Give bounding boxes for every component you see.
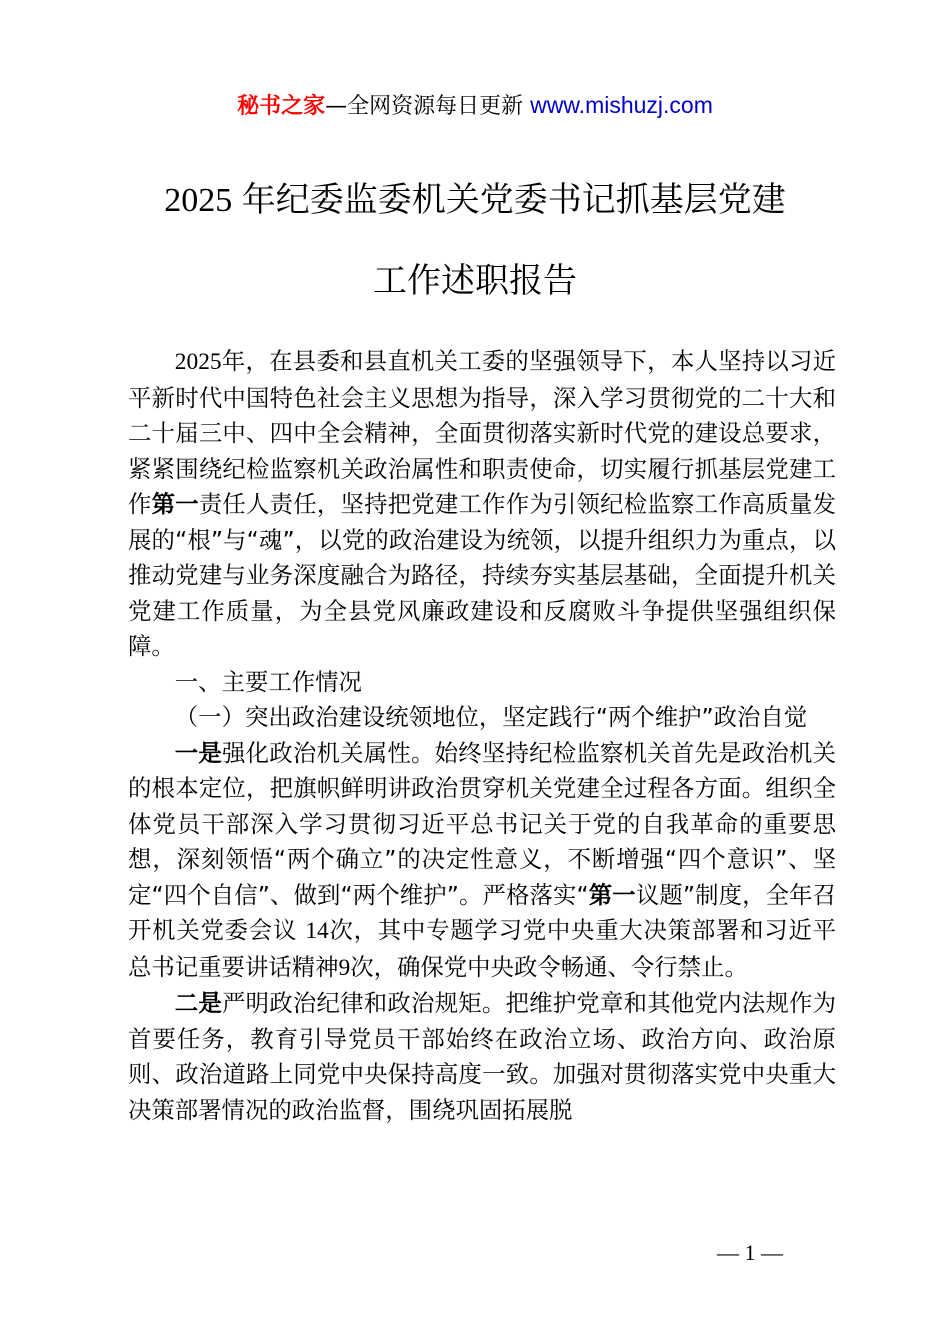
site-url-link[interactable]: www.mishuzj.com: [530, 92, 713, 118]
meeting-count: 14: [305, 918, 329, 944]
point-2-lead: 二是: [174, 989, 223, 1017]
subsection-heading: （一）突出政治建设统领地位，坚定践行“两个维护”政治自觉: [174, 703, 808, 731]
title-line-1-text: 年纪委监委机关党委书记抓基层党建: [241, 181, 786, 219]
intro-text-after: 责任人责任，坚持把党建工作作为引领纪检监察工作高质量发展的“根”与“魂”，以党的政治建设为统领，以提升组织力为重点，以推动党建与业务深度融合为路径，持续夯实基层基础，全面提升机关党建工作质量，为全县党风廉政建设和反腐败斗争提供坚强组织保障。: [128, 490, 837, 660]
paragraph-point-1: [128, 736, 836, 987]
intro-year: 2025: [174, 349, 222, 375]
site-tagline: —全网资源每日更新: [325, 94, 524, 119]
point-1-bold-emphasis: 第一: [588, 880, 636, 909]
document-title-line-1: [0, 160, 950, 241]
site-brand-name: 秘书之家: [237, 94, 326, 119]
point-1-text-d: 次，确保党中央政令畅通、令行禁止。: [350, 952, 748, 981]
document-title: [0, 160, 950, 321]
section-heading: 一、主要工作情况: [174, 667, 362, 696]
point-1-text-b: 议题”制度，全年召开机关党委会议: [128, 880, 837, 944]
site-banner: [0, 88, 950, 124]
paragraph-point-2: [128, 986, 836, 1128]
point-1-lead: 一是: [174, 738, 223, 767]
page-number: — 1 —: [717, 1240, 783, 1265]
intro-text: 年，在县委和县直机关工委的坚强领导下，本人坚持以习近平新时代中国特色社会主义思想为指导，深入学习贯彻党的二十大和二十届三中、四中全会精神，全面贯彻落实新时代党的建设总要求，紧紧围绕纪检监察机关政治属性和职责使命，切实履行抓基层党建工作: [128, 347, 836, 518]
point-1-text-a: 强化政治机关属性。始终坚持纪检监察机关首先是政治机关的根本定位，把旗帜鲜明讲政治贯穿机关党建全过程各方面。组织全体党员干部深入学习贯彻习近平总书记关于党的自我革命的重要思想，深刻领悟“两个确立”的决定性意义，不断增强“四个意识”、坚定“四个自信”、做到“两个维护”。严格落实“: [128, 738, 837, 909]
study-session-count: 9: [338, 954, 351, 981]
document-body: [128, 344, 836, 1128]
point-2-text: 严明政治纪律和政治规矩。把维护党章和其他党内法规作为首要任务，教育引导党员干部始终在政治立场、政治方向、政治原则、政治道路上同党中央保持高度一致。加强对贯彻落实党中央重大决策部署情况的政治监督，围绕巩固拓展脱: [128, 989, 837, 1124]
point-1-text-c: 次，其中专题学习党中央重大决策部署和习近平总书记重要讲话精神: [128, 916, 837, 981]
title-year: 2025: [164, 182, 233, 219]
document-title-line-2: 工作述职报告: [373, 262, 577, 300]
intro-paragraph: [128, 344, 836, 665]
intro-bold-emphasis: 第一: [151, 490, 199, 518]
